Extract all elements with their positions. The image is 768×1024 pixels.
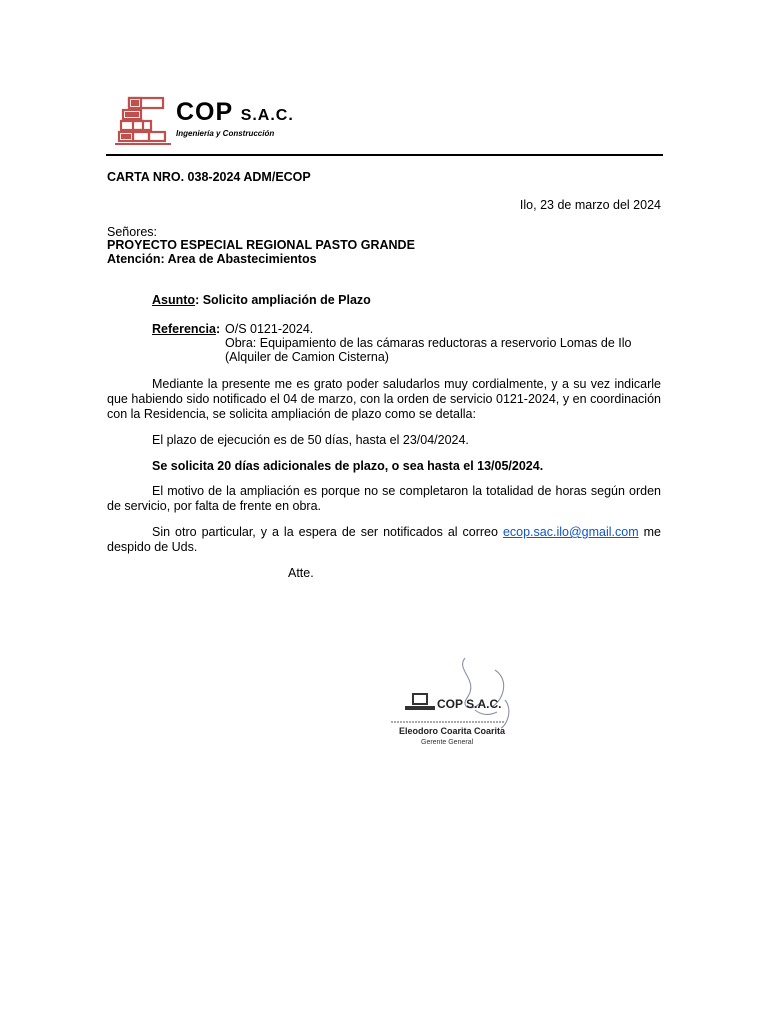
salutation: Señores: <box>107 225 158 239</box>
body-text: El motivo de la ampliación es porque no se completaron la totalidad de horas según orden de servicio, por falta de frente en obra. <box>107 484 661 513</box>
email-link[interactable]: ecop.sac.ilo@gmail.com <box>502 525 639 539</box>
reference-line: O/S 0121-2024. <box>225 322 314 336</box>
subject-line <box>152 293 371 308</box>
letter-number: CARTA NRO. 038-2024 ADM/ECOP <box>107 170 311 184</box>
brick-e-logo-icon <box>115 94 175 150</box>
recipient: PROYECTO ESPECIAL REGIONAL PASTO GRANDE <box>107 238 415 252</box>
reference-label-wrap: Referencia: <box>152 322 221 336</box>
subject-label: Asunto <box>152 293 196 307</box>
stamp-name: Eleodoro Coarita Coarita <box>399 726 506 736</box>
attention-line: Atención: Area de Abastecimientos <box>107 252 317 266</box>
body-paragraph-3: Se solicita 20 días adicionales de plazo, o sea hasta el 13/05/2024. <box>152 459 544 473</box>
subject-text: : Solicito ampliación de Plazo <box>195 293 371 307</box>
reference-line: (Alquiler de Camion Cisterna) <box>225 350 389 364</box>
stamp-company: COP S.A.C. <box>437 697 502 711</box>
logo-tagline: Ingeniería y Construcción <box>176 129 275 138</box>
header-divider <box>106 154 663 156</box>
logo-name: COP <box>176 98 233 126</box>
reference-label: Referencia <box>152 322 216 336</box>
place-date: Ilo, 23 de marzo del 2024 <box>519 198 661 212</box>
body-paragraph-1 <box>107 377 661 422</box>
body-paragraph-5 <box>107 525 661 555</box>
stamp-role: Gerente General <box>421 739 474 746</box>
closing: Atte. <box>288 566 314 580</box>
logo-wordmark <box>176 98 294 130</box>
signature-icon <box>385 650 525 750</box>
body-text: Sin otro particular, y a la espera de ser notificados al correo <box>152 525 498 539</box>
logo-suffix: S.A.C. <box>240 107 294 124</box>
reference-line: Obra: Equipamiento de las cámaras reductoras a reservorio Lomas de Ilo <box>225 336 632 350</box>
body-text: Mediante la presente me es grato poder saludarlos muy cordialmente, y a su vez indicarle que habiendo sido notificado el 04 de marzo, con la orden de servicio 0121-2024, y en coordinación con la Residencia, se solicita ampliación de plazo como se detalla: <box>107 377 661 421</box>
body-paragraph-4 <box>107 484 661 514</box>
signature-stamp <box>385 650 525 750</box>
body-paragraph-2: El plazo de ejecución es de 50 días, hasta el 23/04/2024. <box>152 433 469 447</box>
body-text: me despido de Uds. <box>107 525 661 554</box>
